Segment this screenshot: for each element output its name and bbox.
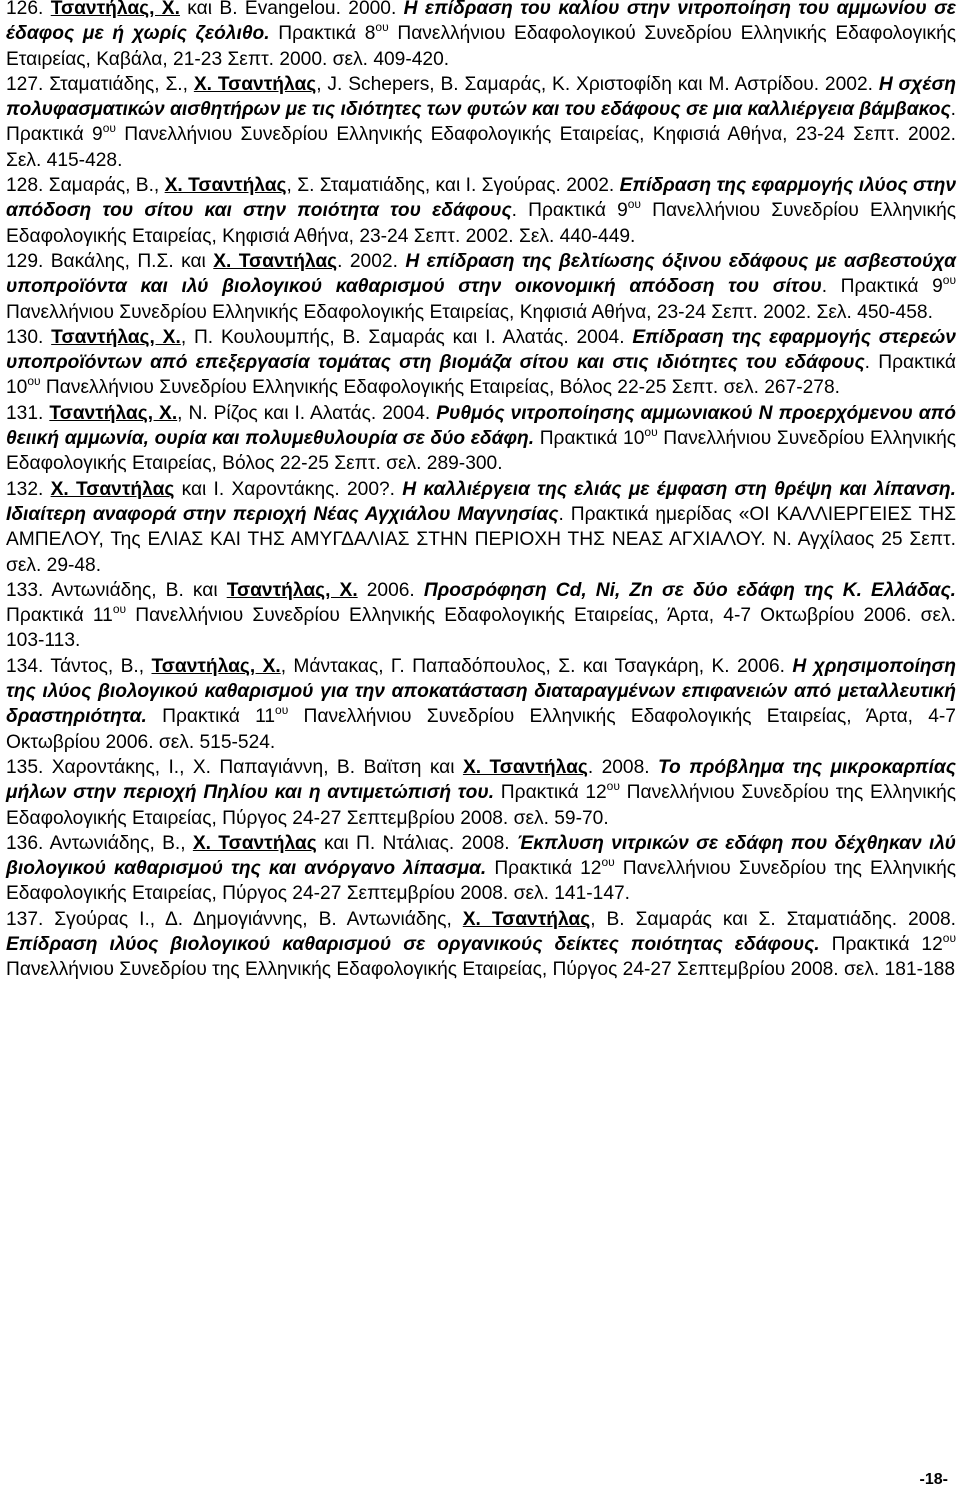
reference-title: Η επίδραση της βελτίωσης όξινου εδάφους με ασβεστούχα υποπροϊόντα και ιλύ βιολογικού καθαρισμού στην οικονομική απόδοση του σίτου <box>6 250 957 298</box>
author-name-highlight: Τσαντήλας, Χ. <box>51 326 181 348</box>
reference-text: 134. Τάντος, Β., <box>6 655 152 677</box>
reference-list <box>6 0 956 983</box>
reference-title: Έκπλυση νιτρικών σε εδάφη που δέχθηκαν ιλύ βιολογικού καθαρισμού της και ανόργανο λίπασμα. <box>6 832 957 880</box>
reference-title: Η σχέση πολυφασματικών αισθητήρων με τις ιδιότητες των φυτών και του εδάφους σε μια καλλιέργεια βάμβακος <box>6 73 957 121</box>
reference-item <box>6 249 956 325</box>
reference-text: και B. Evangelou. 2000. <box>179 0 404 19</box>
ordinal-superscript: ου <box>627 197 641 212</box>
reference-text: Πανελλήνιου Συνεδρίου Ελληνικής Εδαφολογικής Εταιρείας, Κηφισιά Αθήνα, 23-24 Σεπτ. 2002. Σελ. 450-458. <box>6 301 933 323</box>
reference-item <box>6 173 956 249</box>
reference-text: 130. <box>6 326 52 348</box>
ordinal-superscript: ου <box>942 273 957 288</box>
reference-text: . Πρακτικά ημερίδας «ΟΙ ΚΑΛΛΙΕΡΓΕΙΕΣ ΤΗΣ ΑΜΠΕΛΟΥ, Της ΕΛΙΑΣ ΚΑΙ ΤΗΣ ΑΜΥΓΔΑΛΙΑΣ ΣΤΗΝ ΠΕΡΙΟΧΗ ΤΗΣ ΝΕΑΣ ΑΓΧΙΑΛΟΥ. Ν. Αγχίλαος 25 Σεπτ. σελ. 29-48. <box>6 503 956 576</box>
author-name-highlight: Χ. Τσαντήλας <box>50 478 175 500</box>
reference-item <box>6 0 956 72</box>
page-number: -18- <box>919 1471 948 1488</box>
reference-text: . 2002. <box>337 250 406 272</box>
reference-title: Επίδραση της εφαρμογής ιλύος στην απόδοση του σίτου και στην ποιότητα του εδάφους <box>6 175 956 222</box>
reference-text: . Πρακτικά 9 <box>821 276 943 298</box>
reference-item <box>6 907 956 983</box>
ordinal-superscript: ου <box>102 121 116 136</box>
reference-title: Επίδραση της εφαρμογής στερεών υποπροϊόντων από επεξεργασία τομάτας στη βιομάζα σίτου και στις ιδιότητες του εδάφους <box>6 326 956 374</box>
reference-title: Η επίδραση του καλίου στην νιτροποίηση του αμμωνίου σε έδαφος με ή χωρίς ζεόλιθο. <box>6 0 956 45</box>
reference-item <box>6 72 956 173</box>
reference-text: Πρακτικά 12 <box>819 933 943 955</box>
reference-text: , Ν. Ρίζος και Ι. Αλατάς. 2004. <box>177 402 437 424</box>
author-name-highlight: Τσαντήλας, Χ. <box>151 655 281 677</box>
reference-text: Πανελλήνιου Συνεδρίου Ελληνικής Εδαφολογικής Εταιρείας, Άρτα, 4-7 Οκτωβρίου 2006. σελ. 515-524. <box>6 706 956 753</box>
reference-text: . Πρακτικά 9 <box>6 99 956 146</box>
ordinal-superscript: ου <box>112 602 127 617</box>
reference-text: Πρακτικά 12 <box>494 782 607 804</box>
reference-item <box>6 654 956 755</box>
reference-title: Προσρόφηση Cd, Ni, Zn σε δύο εδάφη της Κ. Ελλάδας. <box>423 579 956 601</box>
ordinal-superscript: ου <box>27 374 41 389</box>
reference-text: Πανελλήνιου Συνεδρίου της Ελληνικής Εδαφολογικής Εταιρείας, Πύργος 24-27 Σεπτεμβρίου 2008. σελ. 141-147. <box>6 858 956 905</box>
reference-title: Ιδιαίτερη αναφορά στην περιοχή Νέας Αγχιάλου Μαγνησίας <box>6 503 559 525</box>
ordinal-superscript: ου <box>606 779 620 794</box>
reference-text: Πρακτικά 12 <box>486 858 602 880</box>
reference-text: Πρακτικά 11 <box>146 706 276 728</box>
reference-item <box>6 477 956 578</box>
reference-title: Η καλλιέργεια της ελιάς με έμφαση στη θρέψη και λίπανση. <box>402 478 956 500</box>
reference-text: 135. Χαροντάκης, Ι., Χ. Παπαγιάννη, Β. Βαϊτση και <box>6 756 463 778</box>
ordinal-superscript: ου <box>942 930 957 945</box>
reference-text: 129. Βακάλης, Π.Σ. και <box>6 250 214 272</box>
reference-text: . 2008. <box>587 756 659 778</box>
reference-text: 127. Σταματιάδης, Σ., <box>6 73 194 95</box>
reference-text: , Π. Κουλουμπής, Β. Σαμαράς και Ι. Αλατάς. 2004. <box>180 326 633 348</box>
author-name-highlight: Χ. Τσαντήλας <box>462 756 588 778</box>
reference-item <box>6 755 956 831</box>
reference-item <box>6 578 956 654</box>
reference-text: 133. Αντωνιάδης, Β. και <box>6 579 227 601</box>
reference-text: 132. <box>6 478 51 500</box>
reference-item <box>6 325 956 401</box>
reference-title: Επίδραση ιλύος βιολογικού καθαρισμού σε οργανικούς δείκτες ποιότητας εδάφους. <box>6 933 820 955</box>
author-name-highlight: Τσαντήλας, Χ. <box>50 0 180 19</box>
reference-text: Πανελλήνιου Συνεδρίου Ελληνικής Εδαφολογικής Εταιρείας, Κηφισιά Αθήνα, 23-24 Σεπτ. 2002. Σελ. 440-449. <box>6 200 956 247</box>
reference-item <box>6 831 956 907</box>
reference-text: και Ι. Χαροντάκης. 200?. <box>174 478 403 500</box>
reference-text: Πανελλήνιου Συνεδρίου της Ελληνικής Εδαφολογικής Εταιρείας, Πύργος 24-27 Σεπτεμβρίου 2008. σελ. 59-70. <box>6 782 956 829</box>
reference-text: Πανελλήνιου Συνεδρίου της Ελληνικής Εδαφολογικής Εταιρείας, Πύργος 24-27 Σεπτεμβρίου 2008. σελ. 181-188 <box>6 959 956 981</box>
reference-text: Πανελλήνιου Συνεδρίου Ελληνικής Εδαφολογικής Εταιρείας, Άρτα, 4-7 Οκτωβρίου 2006. σελ. 103-113. <box>6 605 956 652</box>
reference-text: , Μάντακας, Γ. Παπαδόπουλος, Σ. και Τσαγκάρη, Κ. 2006. <box>280 655 793 677</box>
reference-text: Πρακτικά 10 <box>534 428 645 450</box>
reference-text: , Σ. Σταματιάδης, και Ι. Σγούρας. 2002. <box>286 175 620 197</box>
reference-text: , Β. Σαμαράς και Σ. Σταματιάδης. 2008. <box>590 908 956 930</box>
reference-text: 128. Σαμαράς, Β., <box>6 175 165 197</box>
reference-title: Ρυθμός νιτροποίησης αμμωνιακού Ν προερχόμενου από θειική αμμωνία, ουρία και πολυμεθυλουρία σε δύο εδάφη. <box>6 402 956 450</box>
ordinal-superscript: ου <box>275 703 289 718</box>
ordinal-superscript: ου <box>375 20 389 35</box>
ordinal-superscript: ου <box>644 425 658 440</box>
reference-text: Πανελλήνιου Συνεδρίου Ελληνικής Εδαφολογικής Εταιρείας, Βόλος 22-25 Σεπτ. σελ. 267-278. <box>40 377 840 399</box>
reference-text: Πρακτικά 11 <box>6 605 113 627</box>
reference-text: και Π. Ντάλιας. 2008. <box>316 832 517 854</box>
reference-text: , J. Schepers, Β. Σαμαράς, Κ. Χριστοφίδη και Μ. Αστρίδου. 2002. <box>316 73 879 95</box>
reference-text: Πανελλήνιου Συνεδρίου Ελληνικής Εδαφολογικής Εταιρείας, Βόλος 22-25 Σεπτ. σελ. 289-300. <box>6 428 956 475</box>
reference-text: 137. Σγούρας Ι., Δ. Δημογιάννης, Β. Αντωνιάδης, <box>6 908 463 930</box>
author-name-highlight: Χ. Τσαντήλας <box>213 250 338 272</box>
reference-text: . Πρακτικά 9 <box>511 200 628 222</box>
reference-text: 126. <box>6 0 51 19</box>
author-name-highlight: Τσαντήλας, Χ. <box>226 579 358 601</box>
author-name-highlight: Χ. Τσαντήλας <box>462 908 591 930</box>
reference-text: 2006. <box>357 579 424 601</box>
reference-text: . Πρακτικά 10 <box>6 352 956 399</box>
author-name-highlight: Χ. Τσαντήλας <box>164 175 287 197</box>
reference-text: Πρακτικά 8 <box>269 23 376 45</box>
reference-text: 136. Αντωνιάδης, Β., <box>6 832 193 854</box>
reference-title: Το πρόβλημα της μικροκαρπίας μήλων στην περιοχή Πηλίου και η αντιμετώπισή του. <box>6 756 956 804</box>
reference-text: 131. <box>6 402 50 424</box>
author-name-highlight: Χ. Τσαντήλας <box>192 832 317 854</box>
reference-text: Πανελλήνιου Εδαφολογικού Συνεδρίου Ελληνικής Εδαφολογικής Εταιρείας, Καβάλα, 21-23 Σεπτ. 2000. σελ. 409-420. <box>6 23 957 70</box>
reference-text: Πανελλήνιου Συνεδρίου Ελληνικής Εδαφολογικής Εταιρείας, Κηφισιά Αθήνα, 23-24 Σεπτ. 2002. Σελ. 415-428. <box>6 124 956 171</box>
author-name-highlight: Τσαντήλας, Χ. <box>49 402 178 424</box>
reference-item <box>6 401 956 477</box>
reference-title: Η χρησιμοποίηση της ιλύος βιολογικού καθαρισμού για την αποκατάσταση διαταραγμένων επιφανειών από μεταλλευτική δραστηριότητα. <box>6 655 956 728</box>
author-name-highlight: Χ. Τσαντήλας <box>193 73 317 95</box>
ordinal-superscript: ου <box>601 855 615 870</box>
